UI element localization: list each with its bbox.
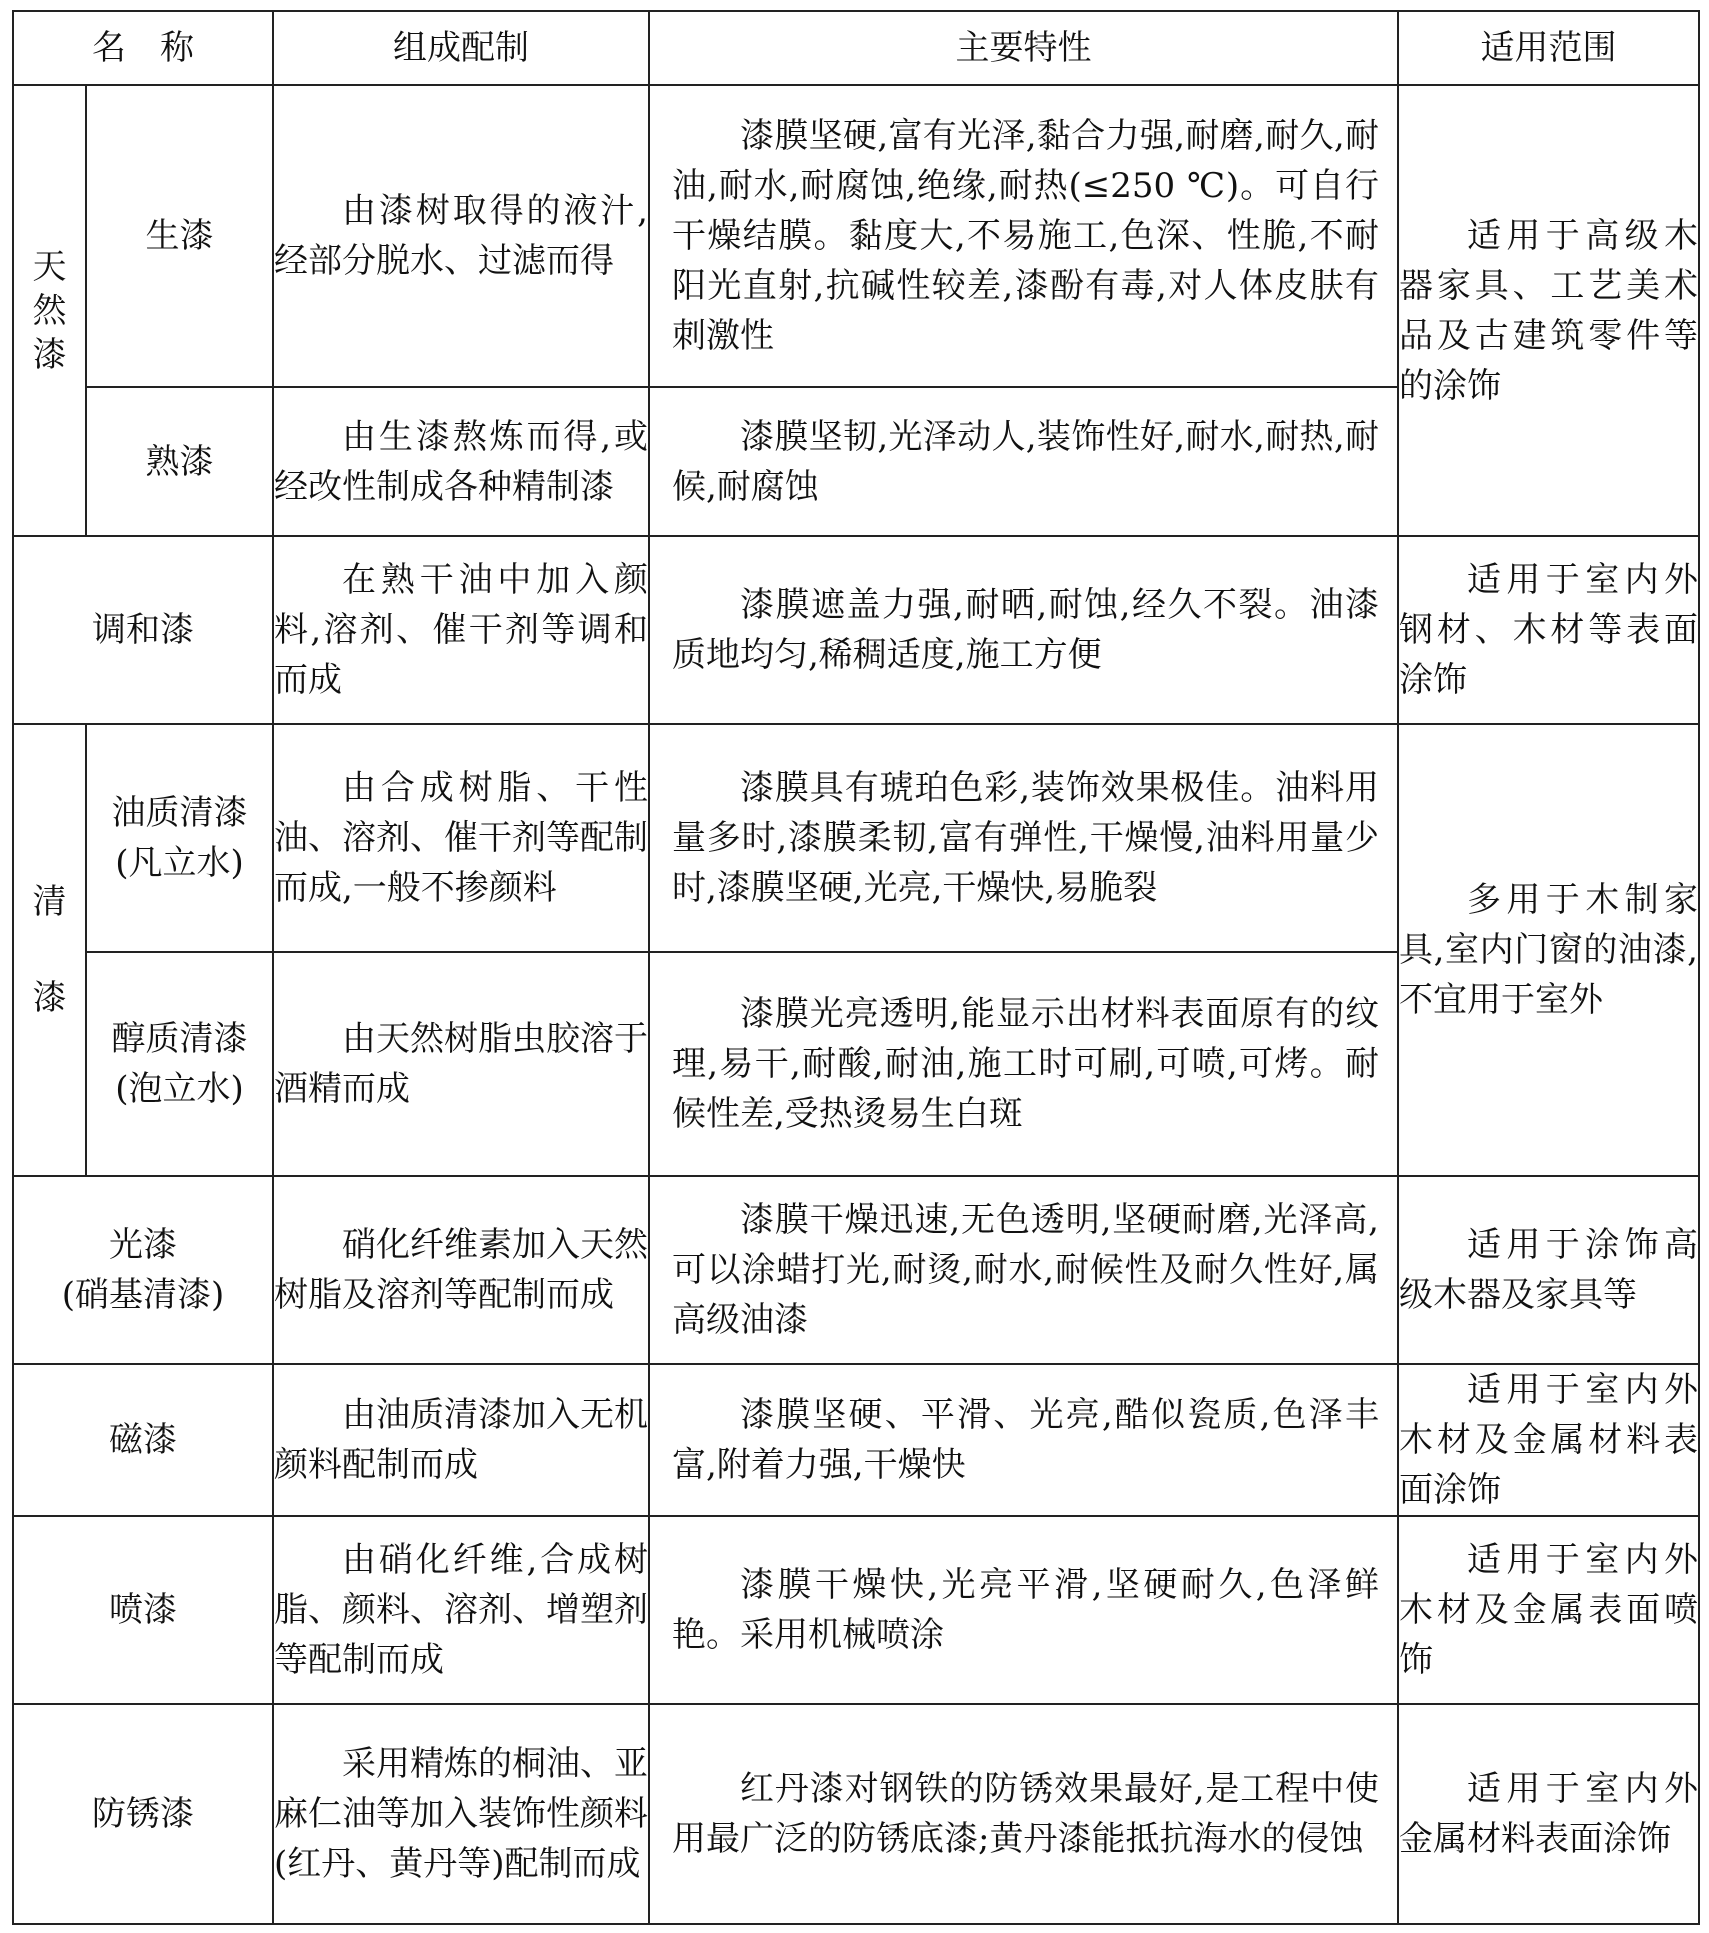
composition-cooked-lacquer: 由生漆熬炼而得,或经改性制成各种精制漆 bbox=[273, 387, 649, 536]
group-natural-paint: 天然漆 bbox=[13, 85, 86, 536]
paint-types-table bbox=[12, 10, 1700, 1925]
properties-oil-varnish: 漆膜具有琥珀色彩,装饰效果极佳。油料用量多时,漆膜柔韧,富有弹性,干燥慢,油料用量少时,漆膜坚硬,光亮,干燥快,易脆裂 bbox=[649, 724, 1398, 952]
composition-blend-paint: 在熟干油中加入颜料,溶剂、催干剂等调和而成 bbox=[273, 536, 649, 724]
header-scope: 适用范围 bbox=[1398, 11, 1699, 85]
scope-varnish: 多用于木制家具,室内门窗的油漆,不宜用于室外 bbox=[1398, 724, 1699, 1176]
properties-alcohol-varnish: 漆膜光亮透明,能显示出材料表面原有的纹理,易干,耐酸,耐油,施工时可刷,可喷,可烤。耐候性差,受热烫易生白斑 bbox=[649, 952, 1398, 1176]
name-cooked-lacquer: 熟漆 bbox=[86, 387, 273, 536]
scope-blend-paint: 适用于室内外钢材、木材等表面涂饰 bbox=[1398, 536, 1699, 724]
composition-raw-lacquer: 由漆树取得的液汁,经部分脱水、过滤而得 bbox=[273, 85, 649, 387]
name-enamel: 磁漆 bbox=[13, 1364, 273, 1516]
name-raw-lacquer: 生漆 bbox=[86, 85, 273, 387]
table-row bbox=[13, 85, 1699, 387]
scope-antirust-paint: 适用于室内外金属材料表面涂饰 bbox=[1398, 1704, 1699, 1924]
scope-natural-paint: 适用于高级木器家具、工艺美术品及古建筑零件等的涂饰 bbox=[1398, 85, 1699, 536]
header-name: 名 称 bbox=[13, 11, 273, 85]
scope-spray-paint: 适用于室内外木材及金属表面喷饰 bbox=[1398, 1516, 1699, 1704]
name-oil-varnish: 油质清漆 (凡立水) bbox=[86, 724, 273, 952]
name-nitro-lacquer: 光漆 (硝基清漆) bbox=[13, 1176, 273, 1364]
scope-nitro-lacquer: 适用于涂饰高级木器及家具等 bbox=[1398, 1176, 1699, 1364]
table-row bbox=[13, 536, 1699, 724]
properties-spray-paint: 漆膜干燥快,光亮平滑,坚硬耐久,色泽鲜艳。采用机械喷涂 bbox=[649, 1516, 1398, 1704]
composition-spray-paint: 由硝化纤维,合成树脂、颜料、溶剂、增塑剂等配制而成 bbox=[273, 1516, 649, 1704]
properties-blend-paint: 漆膜遮盖力强,耐晒,耐蚀,经久不裂。油漆质地均匀,稀稠适度,施工方便 bbox=[649, 536, 1398, 724]
name-blend-paint: 调和漆 bbox=[13, 536, 273, 724]
header-properties: 主要特性 bbox=[649, 11, 1398, 85]
composition-oil-varnish: 由合成树脂、干性油、溶剂、催干剂等配制而成,一般不掺颜料 bbox=[273, 724, 649, 952]
composition-nitro-lacquer: 硝化纤维素加入天然树脂及溶剂等配制而成 bbox=[273, 1176, 649, 1364]
properties-nitro-lacquer: 漆膜干燥迅速,无色透明,坚硬耐磨,光泽高,可以涂蜡打光,耐烫,耐水,耐候性及耐久性好,属高级油漆 bbox=[649, 1176, 1398, 1364]
name-spray-paint: 喷漆 bbox=[13, 1516, 273, 1704]
header-row bbox=[13, 11, 1699, 85]
table-row bbox=[13, 1176, 1699, 1364]
composition-alcohol-varnish: 由天然树脂虫胶溶于酒精而成 bbox=[273, 952, 649, 1176]
table-row bbox=[13, 1704, 1699, 1924]
scope-enamel: 适用于室内外木材及金属材料表面涂饰 bbox=[1398, 1364, 1699, 1516]
composition-antirust-paint: 采用精炼的桐油、亚麻仁油等加入装饰性颜料(红丹、黄丹等)配制而成 bbox=[273, 1704, 649, 1924]
header-composition: 组成配制 bbox=[273, 11, 649, 85]
name-alcohol-varnish: 醇质清漆 (泡立水) bbox=[86, 952, 273, 1176]
properties-raw-lacquer: 漆膜坚硬,富有光泽,黏合力强,耐磨,耐久,耐油,耐水,耐腐蚀,绝缘,耐热(≤250 ℃)。可自行干燥结膜。黏度大,不易施工,色深、性脆,不耐阳光直射,抗碱性较差,漆酚有毒,对人体皮肤有刺激性 bbox=[649, 85, 1398, 387]
name-antirust-paint: 防锈漆 bbox=[13, 1704, 273, 1924]
group-varnish: 清漆 bbox=[13, 724, 86, 1176]
table-row bbox=[13, 1364, 1699, 1516]
properties-enamel: 漆膜坚硬、平滑、光亮,酷似瓷质,色泽丰富,附着力强,干燥快 bbox=[649, 1364, 1398, 1516]
table-row bbox=[13, 724, 1699, 952]
table-row bbox=[13, 1516, 1699, 1704]
properties-antirust-paint: 红丹漆对钢铁的防锈效果最好,是工程中使用最广泛的防锈底漆;黄丹漆能抵抗海水的侵蚀 bbox=[649, 1704, 1398, 1924]
properties-cooked-lacquer: 漆膜坚韧,光泽动人,装饰性好,耐水,耐热,耐候,耐腐蚀 bbox=[649, 387, 1398, 536]
composition-enamel: 由油质清漆加入无机颜料配制而成 bbox=[273, 1364, 649, 1516]
